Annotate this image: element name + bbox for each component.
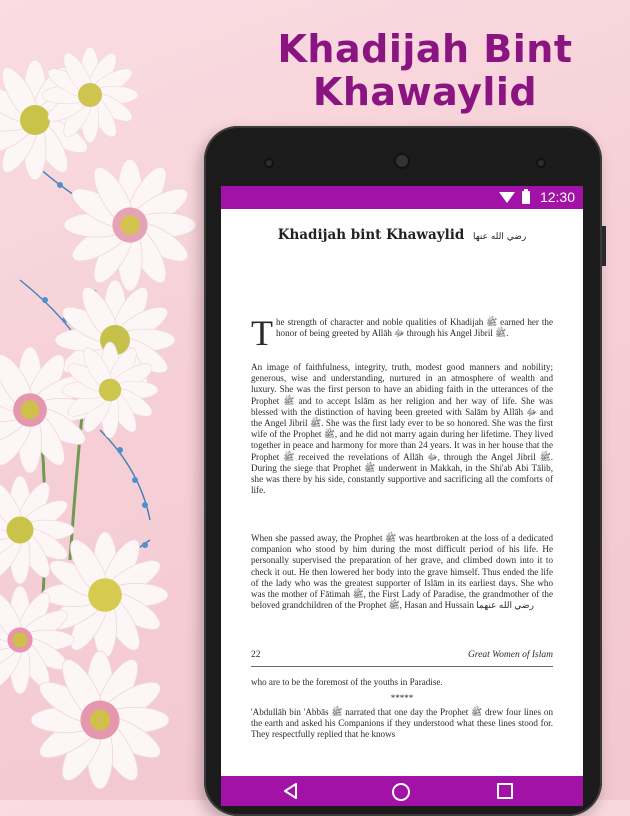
promo-title-line2: Khawaylid — [312, 70, 538, 114]
paragraph-body: An image of faithfulness, integrity, truth, modest good manners and nobility; generous, wise and understanding, nurtured in an atmosphere of wealth and luxury. She was the first person to have an abiding faith in the utterances of the Prophet ﷺ and to accept Islām as her religion and her way of life. She was blessed with the distinction of having been greeted with Salām by Allāh ﷻ and the Angel Jibril ﷺ. She was the first lady ever to be so honored. She was the first wife of the Prophet ﷺ, and he did not marry again during her lifetime. They lived together in peace and harmony for more than 24 years. It was in her house that the Prophet ﷺ received the revelations of Allāh ﷻ, through the Angel Jibril ﷺ. During the siege that Prophet ﷺ underwent in Makkah, in the Shi'ab Abi Tālib, she was there by his side, constantly supportive and sacrificing all the comforts of life. — [251, 362, 554, 496]
phone-frame — [204, 126, 602, 816]
divider — [251, 666, 553, 667]
status-time: 12:30 — [539, 189, 575, 205]
volume-button — [602, 226, 606, 266]
status-bar — [221, 186, 583, 209]
home-icon[interactable] — [392, 783, 410, 801]
flower-decoration — [0, 0, 215, 800]
navigation-bar — [221, 776, 583, 806]
paragraph-intro-text: he strength of character and noble qualities of Khadijah ﷺ earned her the honor of being greeted by Allāh ﷻ through his Angel Jibril ﷺ. — [276, 317, 553, 339]
promo-title-line1: Khadijah Bint — [277, 27, 573, 71]
earpiece-speaker-icon — [394, 153, 410, 169]
drop-cap: T — [251, 313, 273, 353]
section-separator: ***** — [390, 693, 414, 703]
paragraph-continued: who are to be the foremost of the youths in Paradise. — [251, 677, 443, 687]
back-icon[interactable] — [283, 783, 299, 799]
paragraph-intro — [251, 313, 553, 353]
sensor-icon — [536, 158, 546, 168]
chapter-title — [251, 227, 553, 243]
recents-icon[interactable] — [497, 783, 513, 799]
paragraph-next: 'Abdullāh bin 'Abbās ﷺ narrated that one day the Prophet ﷺ drew four lines on the earth and asked his Companions if they understood what these lines stood for. They respectfully replied that he knows — [251, 707, 553, 740]
chapter-title-text: Khadijah bint Khawaylid — [277, 227, 465, 243]
battery-icon — [522, 191, 530, 204]
book-name: Great Women of Islam — [467, 650, 553, 660]
phone-screen — [221, 186, 583, 806]
promo-title — [250, 28, 600, 114]
book-page[interactable] — [251, 209, 553, 747]
paragraph-body: When she passed away, the Prophet ﷺ was heartbroken at the loss of a dedicated companion who stood by him during the most difficult period of his life. He personally supervised the preparation of her grave, and climbed down into it to check it out. He then lowered her body into the grave himself. Thus ended the life of the lady who was the greatest supporter of Islām in its earliest days. She who was the mother of Fātimah ﷺ, the First Lady of Paradise, the grandmother of the beloved grandchildren of the Prophet ﷺ, Hasan and Hussain رضي الله عنهما — [251, 533, 553, 611]
page-number: 22 — [251, 650, 261, 660]
chapter-title-arabic: رضي الله عنها — [473, 232, 527, 242]
wifi-icon — [499, 192, 515, 203]
front-camera-icon — [264, 158, 274, 168]
